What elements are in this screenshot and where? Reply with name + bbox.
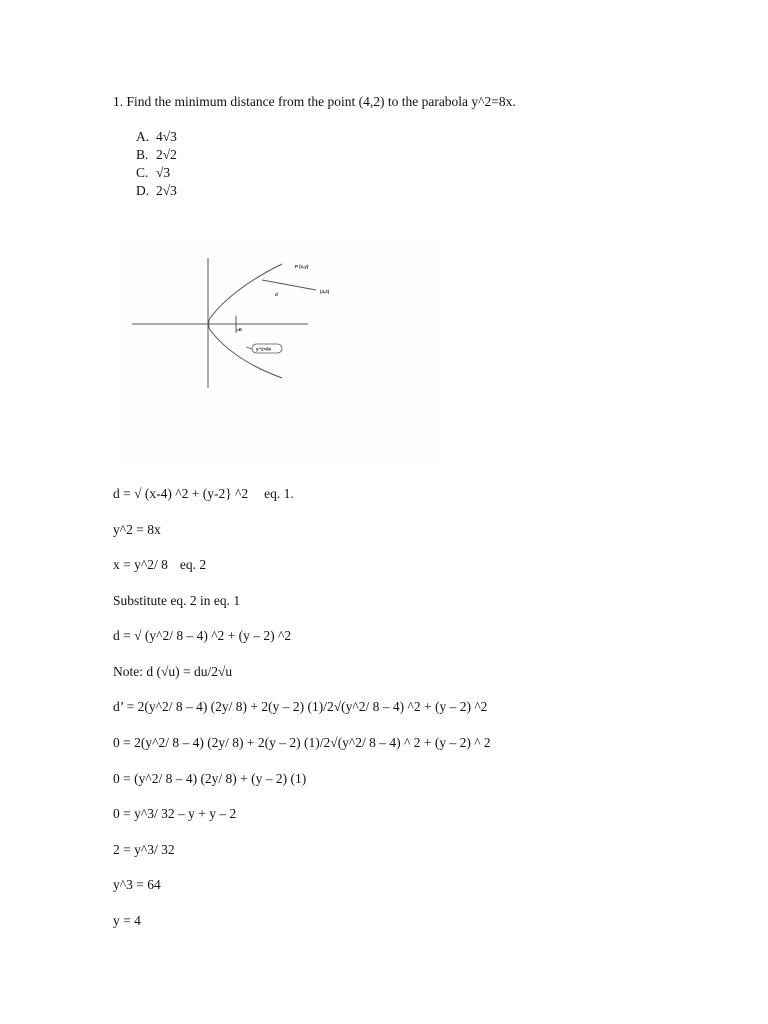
solution-line-2: y^2 = 8x xyxy=(113,522,161,537)
solution-line-7: d’ = 2(y^2/ 8 – 4) (2y/ 8) + 2(y – 2) (1)/2√(y^2/ 8 – 4) ^2 + (y – 2) ^2 xyxy=(113,699,488,714)
distance-line xyxy=(262,280,316,290)
choice-value: 2√2 xyxy=(156,147,177,162)
choice-value: √3 xyxy=(156,165,171,180)
choice-letter: C. xyxy=(136,165,149,180)
answer-choices xyxy=(136,128,177,200)
label-point-p: P (x,y) xyxy=(295,264,309,269)
parabola-figure xyxy=(118,238,440,464)
equation-tag: eq. 2 xyxy=(179,557,207,572)
parabola-curve xyxy=(209,264,283,378)
choice-b xyxy=(136,146,177,164)
equation-tag: eq. 1. xyxy=(264,486,294,501)
solution-line-10: 0 = y^3/ 32 – y + y – 2 xyxy=(113,806,237,821)
label-d: d xyxy=(275,292,278,297)
solution-line-9: 0 = (y^2/ 8 – 4) (2y/ 8) + (y – 2) (1) xyxy=(113,771,307,786)
choice-d xyxy=(136,182,177,200)
label-focus: F xyxy=(239,327,242,332)
choice-c xyxy=(136,164,177,182)
choice-letter: A. xyxy=(136,129,150,144)
solution-line-3 xyxy=(113,557,206,573)
equation-pointer xyxy=(246,347,252,349)
solution-line-11: 2 = y^3/ 32 xyxy=(113,842,175,857)
choice-a xyxy=(136,128,177,146)
choice-letter: B. xyxy=(136,147,149,162)
choice-value: 4√3 xyxy=(156,129,177,144)
label-equation: y^2=8x xyxy=(256,346,272,352)
label-point-given: (4,2) xyxy=(320,289,330,294)
question-text: 1. Find the minimum distance from the point (4,2) to the parabola y^2=8x. xyxy=(113,94,516,109)
choice-value: 2√3 xyxy=(156,183,177,198)
solution-line-1 xyxy=(113,486,294,502)
solution-line-12: y^3 = 64 xyxy=(113,877,161,892)
equation-text: d = √ (x-4) ^2 + (y-2} ^2 xyxy=(113,486,249,501)
solution-line-8: 0 = 2(y^2/ 8 – 4) (2y/ 8) + 2(y – 2) (1)/2√(y^2/ 8 – 4) ^ 2 + (y – 2) ^ 2 xyxy=(113,735,491,750)
solution-line-4: Substitute eq. 2 in eq. 1 xyxy=(113,593,241,608)
solution-line-5: d = √ (y^2/ 8 – 4) ^2 + (y – 2) ^2 xyxy=(113,628,292,643)
solution-line-13: y = 4 xyxy=(113,913,141,928)
parabola-diagram xyxy=(118,238,440,464)
solution-line-6: Note: d (√u) = du/2√u xyxy=(113,664,233,679)
choice-letter: D. xyxy=(136,183,150,198)
equation-text: x = y^2/ 8 xyxy=(113,557,168,572)
